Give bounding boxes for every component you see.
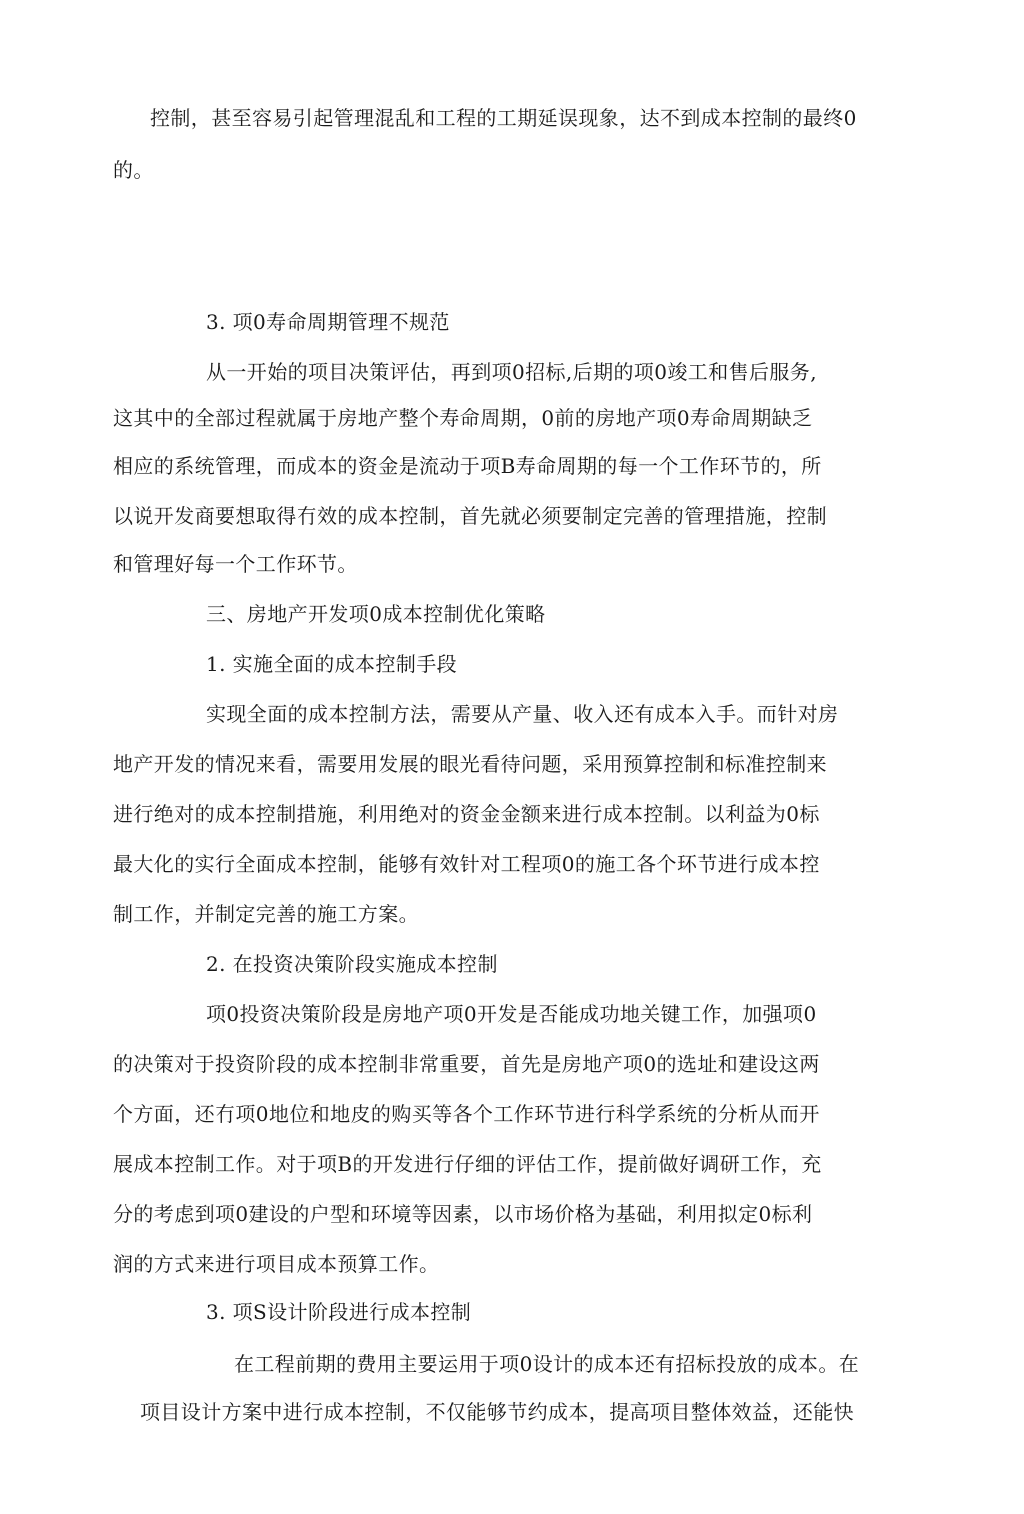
section-heading: 3. 项S设计阶段进行成本控制 [206,1300,472,1324]
paragraph-line: 分的考虑到项0建设的户型和环境等因素，以市场价格为基础，利用拟定0标利 [113,1202,813,1226]
paragraph-line: 项目设计方案中进行成本控制，不仅能够节约成本，提高项目整体效益，还能快 [140,1400,854,1424]
paragraph-line: 的决策对于投资阶段的成本控制非常重要，首先是房地产项0的选址和建设这两 [113,1052,820,1076]
paragraph-line: 地产开发的情况来看，需要用发展的眼光看待问题，采用预算控制和标准控制来 [113,752,827,776]
paragraph-line: 项0投资决策阶段是房地产项0开发是否能成功地关键工作，加强项0 [206,1002,817,1026]
paragraph-line: 控制，甚至容易引起管理混乱和工程的工期延误现象，达不到成本控制的最终0 [150,106,857,130]
paragraph-line: 在工程前期的费用主要运用于项0设计的成本还有招标投放的成本。在 [234,1352,860,1376]
paragraph-line: 以说开发商要想取得冇效的成本控制，首先就必须要制定完善的管理措施，控制 [113,504,827,528]
paragraph-line: 个方面，还冇项0地位和地皮的购买等各个工作环节进行科学系统的分析从而开 [113,1102,820,1126]
paragraph-line: 从一开始的项目决策评估，再到项0招标,后期的项0竣工和售后服务, [206,360,817,384]
paragraph-line: 制工作，并制定完善的施工方案。 [113,902,419,926]
paragraph-line: 这其中的全部过程就属于房地产整个寿命周期，0前的房地产项0寿命周期缺乏 [113,406,813,430]
paragraph-line: 的。 [113,158,154,182]
paragraph-line: 展成本控制工作。对于项B的开发进行仔细的评估工作，提前做好调研工作，充 [113,1152,822,1176]
paragraph-line: 和管理好每一个工作环节。 [113,552,358,576]
paragraph-line: 相应的系统管理，而成本的资金是流动于项B寿命周期的每一个工作环节的，所 [113,454,822,478]
paragraph-line: 润的方式来进行项目成本预算工作。 [113,1252,440,1276]
paragraph-line: 最大化的实行全面成本控制，能够有效针对工程项0的施工各个环节进行成本控 [113,852,820,876]
section-heading: 3. 项0寿命周期管理不规范 [206,310,450,334]
section-heading: 2. 在投资决策阶段实施成本控制 [206,952,498,976]
paragraph-line: 实现全面的成本控制方法，需要从产量、收入还有成本入手。而针对房 [206,702,839,726]
paragraph-line: 进行绝对的成本控制措施，利用绝对的资金金额来进行成本控制。以利益为0标 [113,802,820,826]
section-heading: 1. 实施全面的成本控制手段 [206,652,458,676]
chapter-heading: 三、房地产开发项0成本控制优化策略 [206,602,546,626]
